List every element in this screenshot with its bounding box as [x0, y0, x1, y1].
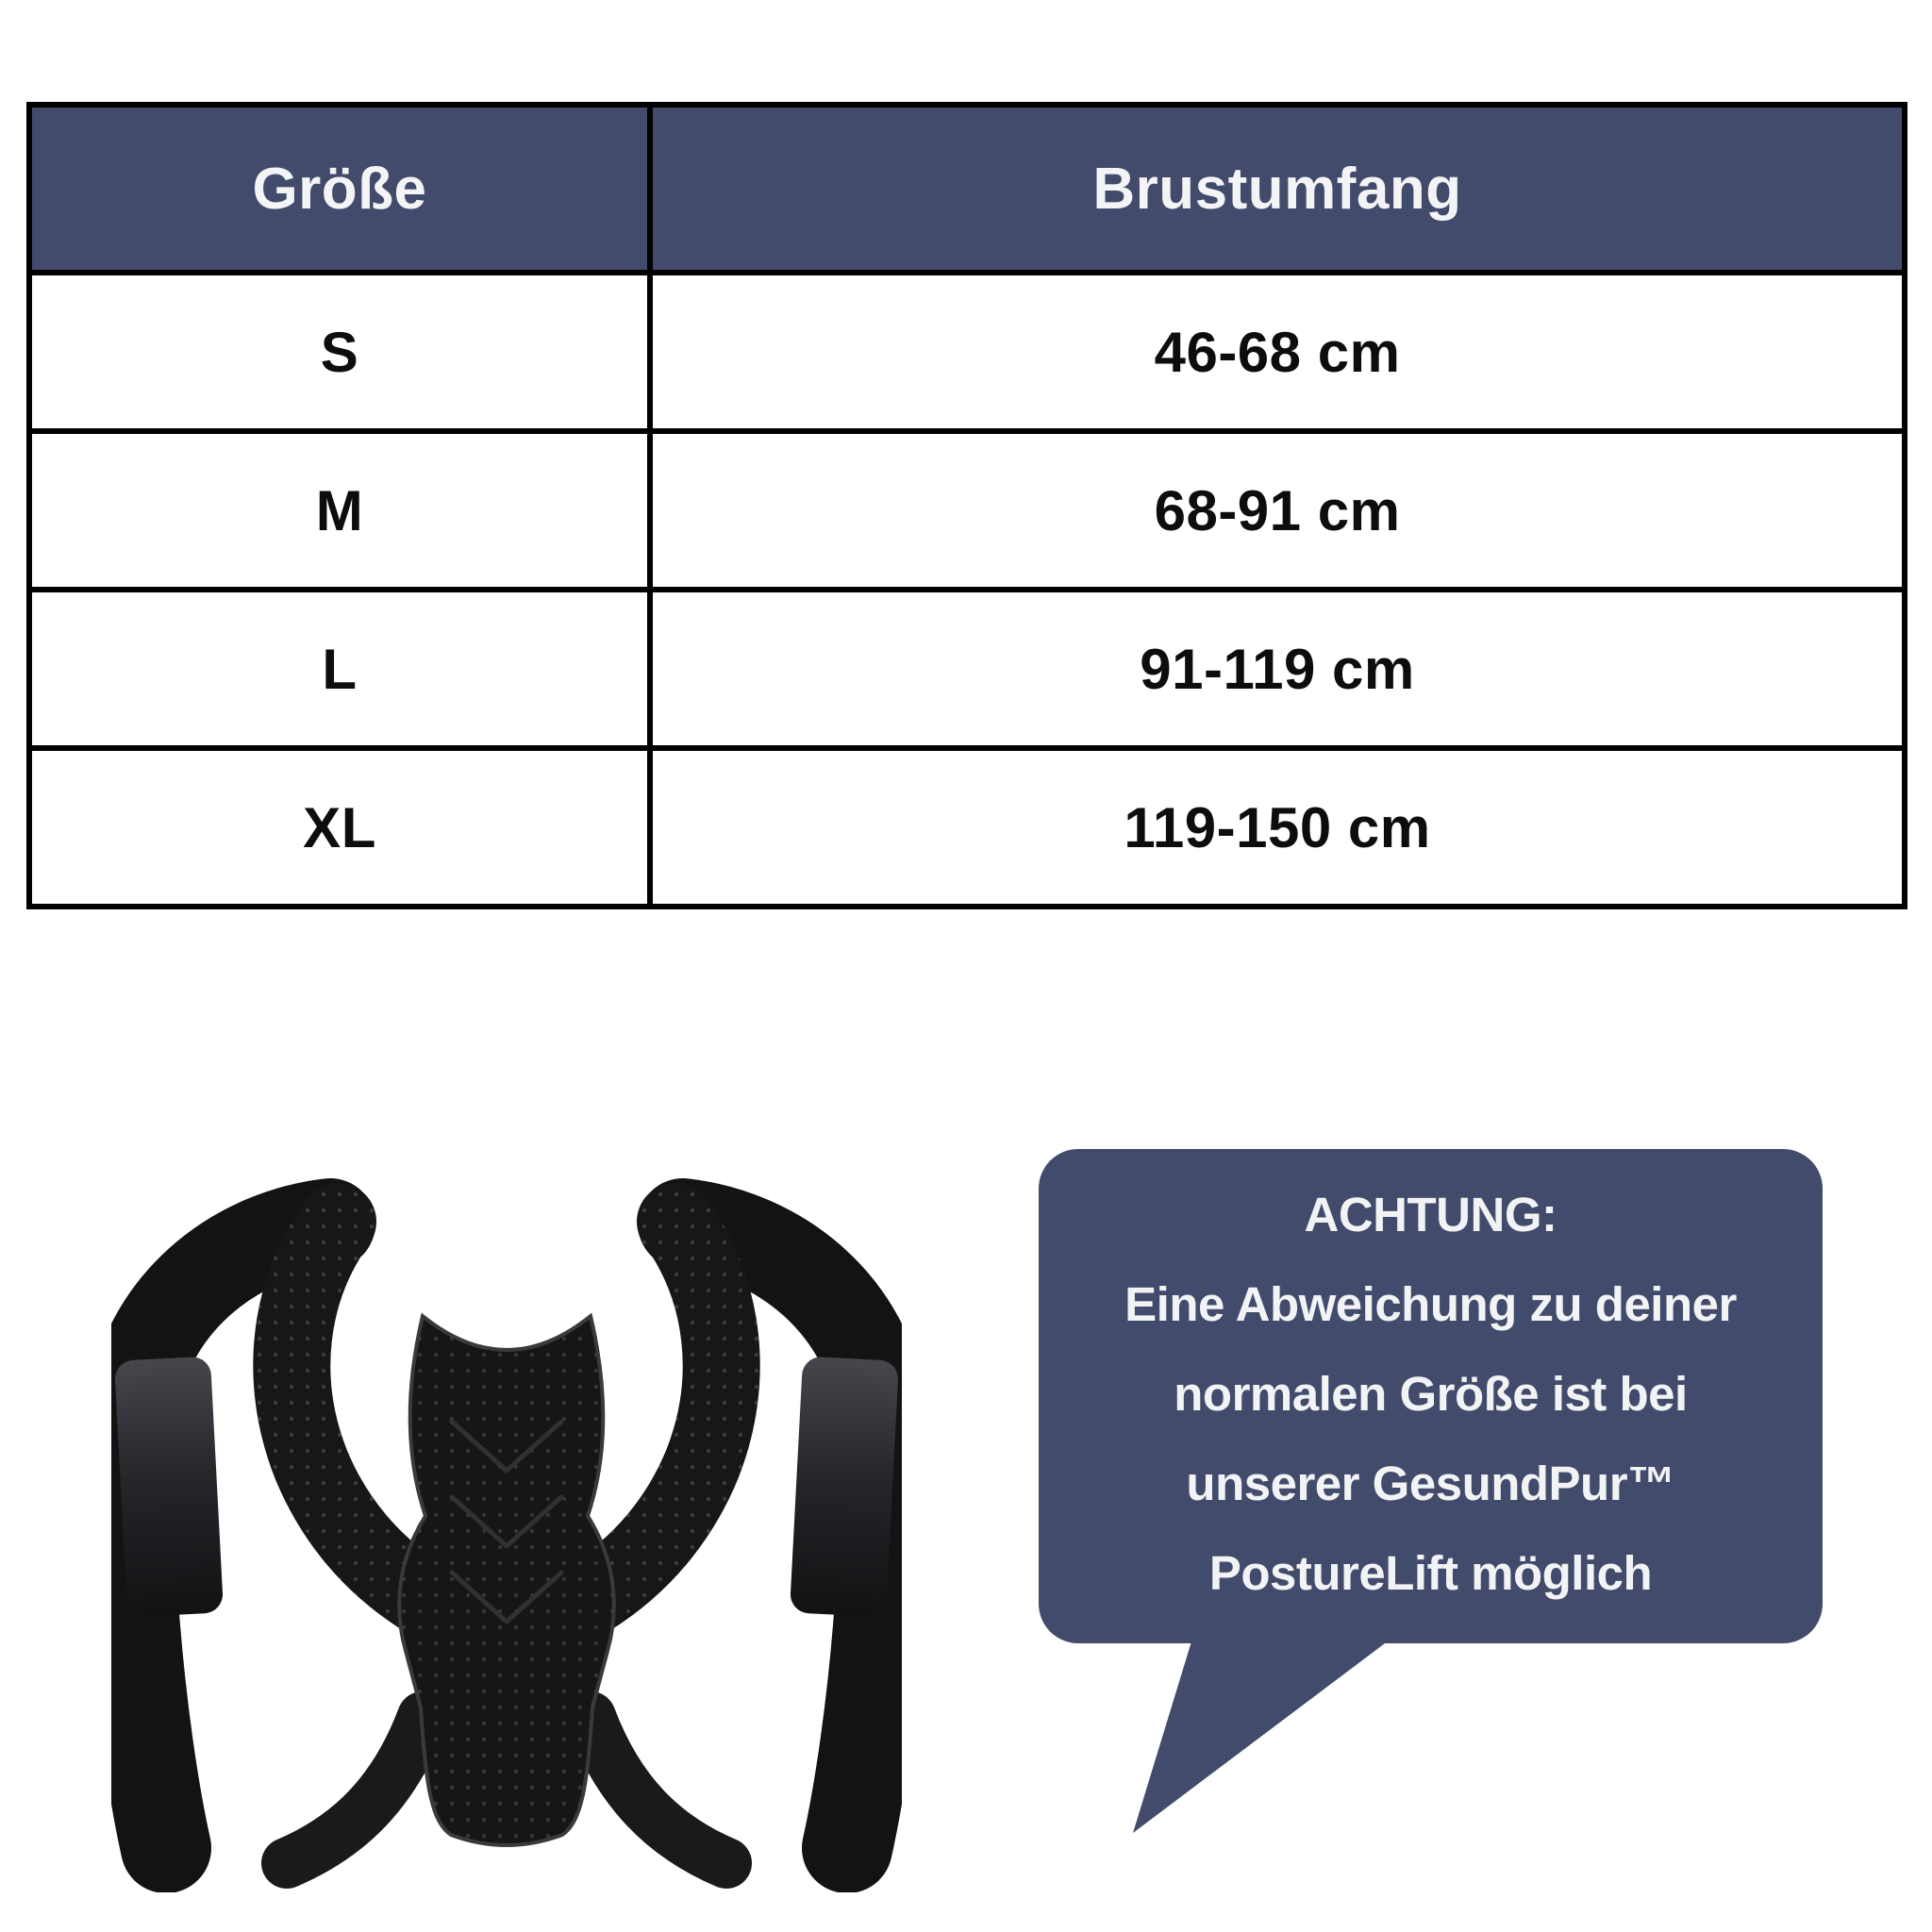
chest-cell: 46-68 cm: [650, 273, 1905, 431]
size-cell: S: [29, 273, 650, 431]
callout-bubble-tail: [1133, 1638, 1392, 1833]
table-row-s: [29, 273, 1905, 431]
chest-cell: 119-150 cm: [650, 748, 1905, 907]
size-cell: XL: [29, 748, 650, 907]
chest-cell: 91-119 cm: [650, 590, 1905, 748]
table-header-row: [29, 105, 1905, 273]
table-row-m: [29, 431, 1905, 590]
table-row-xl: [29, 748, 1905, 907]
size-cell: L: [29, 590, 650, 748]
callout-line-1: ACHTUNG:: [1304, 1187, 1557, 1241]
callout-line-3: normalen Größe ist bei: [1174, 1366, 1688, 1421]
size-table: [26, 102, 1907, 909]
posture-corrector-graphic: [111, 1174, 902, 1892]
callout-line-2: Eine Abweichung zu deiner: [1124, 1276, 1737, 1331]
size-cell: M: [29, 431, 650, 590]
callout-line-4: unserer GesundPur™: [1186, 1456, 1675, 1510]
table-header-brustumfang: Brustumfang: [650, 105, 1905, 273]
chest-cell: 68-91 cm: [650, 431, 1905, 590]
table-row-l: [29, 590, 1905, 748]
callout-line-5: PostureLift möglich: [1208, 1545, 1653, 1600]
callout-bubble: [1039, 1149, 1823, 1643]
posture-corrector-image: [111, 1174, 902, 1892]
table-header-groesse: Größe: [29, 105, 650, 273]
